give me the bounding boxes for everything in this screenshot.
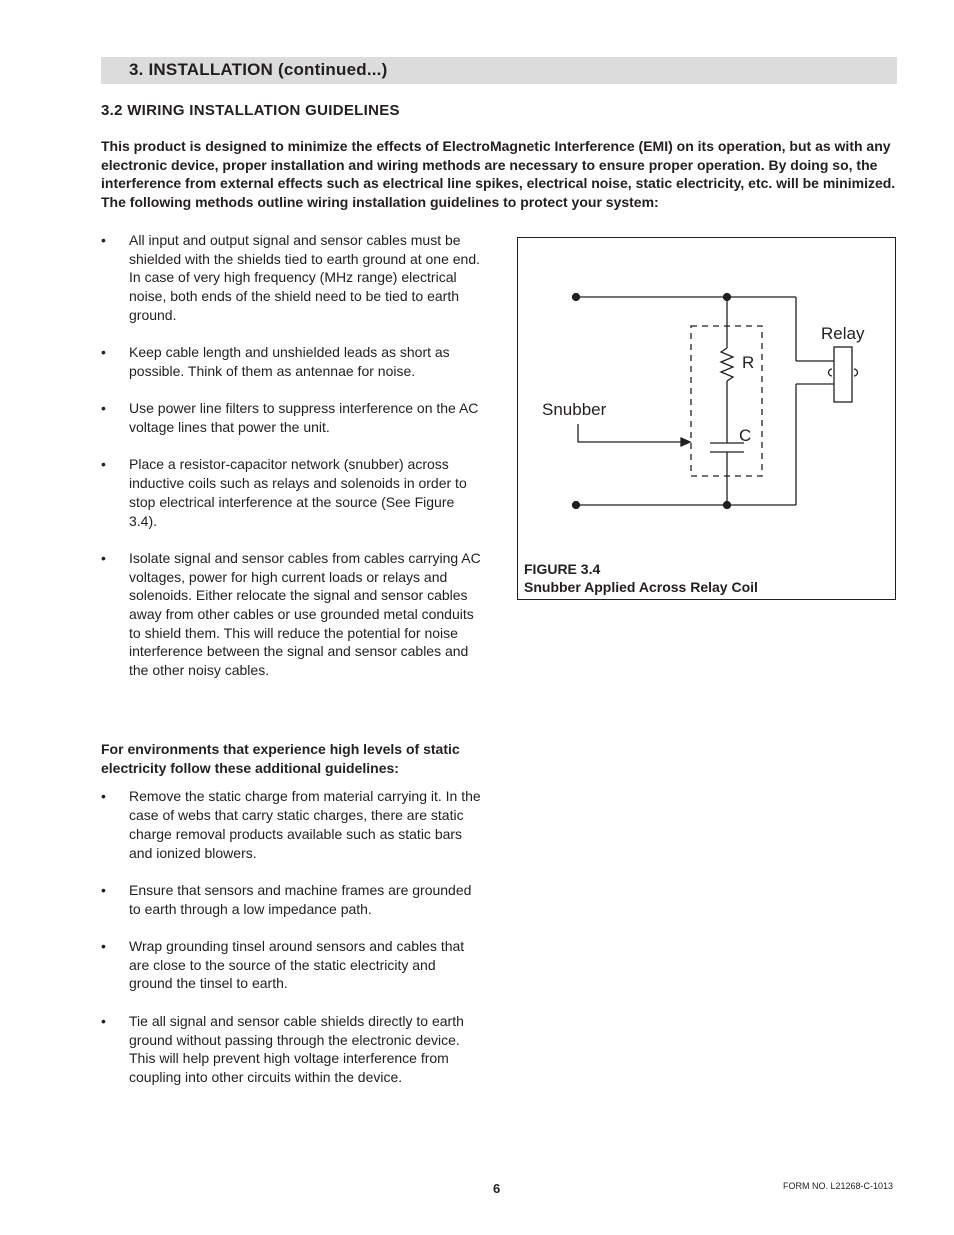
figure-snubber-relay — [517, 237, 896, 600]
bullet-icon: • — [101, 456, 106, 473]
terminal-dot — [573, 502, 580, 509]
list-item-text: Keep cable length and unshielded leads as short as possible. Think of them as antennae for noise. — [129, 344, 450, 379]
bullet-icon: • — [101, 788, 106, 805]
subsection-title: 3.2 WIRING INSTALLATION GUIDELINES — [101, 102, 400, 119]
figure-caption — [524, 560, 758, 596]
snubber-arrow-line — [578, 424, 683, 442]
bullet-icon: • — [101, 938, 106, 954]
list-item — [101, 787, 481, 862]
relay-coil-icon — [834, 347, 852, 402]
wiring-guidelines-list — [101, 231, 481, 680]
arrow-head-icon — [681, 438, 690, 446]
list-item — [101, 881, 481, 918]
list-item — [101, 1012, 481, 1087]
guidelines-column-top — [101, 231, 481, 680]
list-item — [101, 231, 481, 325]
section-header-title: 3. INSTALLATION (continued...) — [129, 60, 388, 79]
bullet-icon: • — [101, 232, 106, 248]
list-item-text: Isolate signal and sensor cables from cables carrying AC voltages, power for high current loads or relays and solenoids. Either relocate the signal and sensor cables away from other cables or use grounded metal conduits to shield them. This will reduce the potential for noise interference between the signal and sensor cables and the other noisy cables. — [129, 549, 481, 679]
figure-title: Snubber Applied Across Relay Coil — [524, 579, 758, 595]
bullet-icon: • — [101, 549, 106, 566]
relay-label: Relay — [821, 324, 865, 343]
snubber-circuit-diagram — [518, 238, 897, 601]
bullet-icon: • — [101, 1012, 106, 1029]
bullet-icon: • — [101, 400, 106, 417]
relay-coil-loops — [829, 369, 858, 376]
list-item-text: Use power line filters to suppress interference on the AC voltage lines that power the unit. — [129, 400, 479, 435]
bullet-icon: • — [101, 344, 106, 361]
list-item-text: Tie all signal and sensor cable shields directly to earth ground without passing through the electronic device. This will help prevent high voltage interference from coupling into other circuits within the device. — [129, 1012, 464, 1085]
static-guidelines-list — [101, 787, 481, 1086]
list-item — [101, 343, 481, 380]
list-item-text: All input and output signal and sensor cables must be shielded with the shields tied to earth ground at one end. In case of very high frequency (MHz range) electrical noise, both ends of the shield need to be tied to earth ground. — [129, 232, 481, 323]
list-item-text: Place a resistor-capacitor network (snubber) across inductive coils such as relays and solenoids in order to stop electrical interference at the source (See Figure 3.4). — [129, 456, 467, 529]
list-item — [101, 399, 481, 436]
form-number: FORM NO. L21268-C-1013 — [783, 1181, 894, 1191]
list-item-text: Remove the static charge from material carrying it. In the case of webs that carry static charges, there are static charge removal products available such as static bars and ionized blowers. — [129, 788, 481, 861]
list-item — [101, 549, 481, 680]
capacitor-label: C — [739, 426, 752, 445]
resistor-icon — [721, 348, 733, 381]
terminal-dot — [573, 294, 580, 301]
list-item — [101, 455, 481, 530]
bullet-icon: • — [101, 881, 106, 898]
snubber-label: Snubber — [542, 400, 607, 419]
guidelines-column-bottom — [101, 740, 481, 1087]
page-number: 6 — [493, 1181, 501, 1196]
resistor-label: R — [742, 353, 755, 372]
list-item — [101, 937, 481, 993]
static-guidelines-heading: For environments that experience high levels of static electricity follow these additional guidelines: — [101, 741, 460, 776]
list-item-text: Wrap grounding tinsel around sensors and cables that are close to the source of the static electricity and ground the tinsel to earth. — [129, 938, 465, 992]
intro-paragraph: This product is designed to minimize the effects of ElectroMagnetic Interference (EMI) on its operation, but as with any electronic device, proper installation and wiring methods are necessary to ensure proper operation. By doing so, the interference from external effects such as electrical line spikes, electrical noise, static electricity, etc. will be minimized. The following methods outline wiring installation guidelines to protect your system: — [101, 138, 896, 211]
figure-number: FIGURE 3.4 — [524, 561, 601, 577]
list-item-text: Ensure that sensors and machine frames are grounded to earth through a low impedance path. — [129, 881, 472, 917]
section-header-bar — [101, 57, 897, 84]
